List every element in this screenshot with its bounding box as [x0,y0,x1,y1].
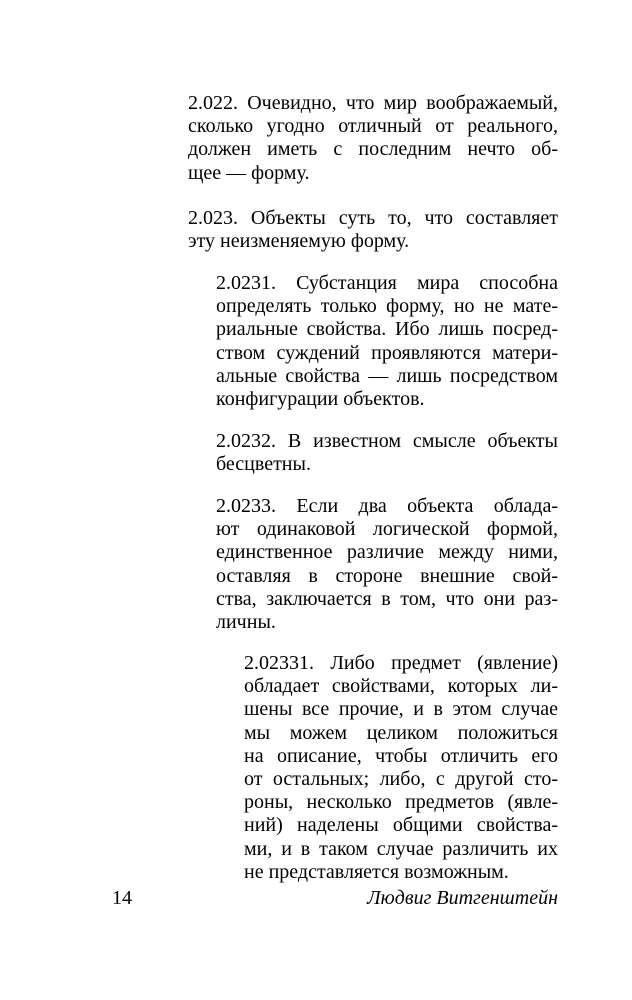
text-line: альные свойства — лишь посредством [216,364,558,387]
text-line: 2.023. Объекты суть то, что составляет [188,207,558,229]
text-line: от остальных; либо, с другой сто- [244,768,558,791]
text-line: сколько угодно отличный от реального, [188,115,558,138]
text-line: 2.02331. Либо предмет (явление) [244,652,558,674]
text-line: риальные свойства. Ибо лишь посред- [216,318,558,341]
text-line: не представляется возможным. [244,860,509,883]
text-line: ства, заключается в том, что они раз- [216,587,558,610]
text-line: 2.0231. Субстанция мира способна [216,272,558,294]
text-line: щее — форму. [188,161,310,184]
paragraph-2-0233 [216,495,558,634]
paragraph-2-022 [188,92,558,185]
text-line: 2.0232. В известном смысле объекты [216,430,558,452]
text-line: шены все прочие, и в этом случае [244,698,558,721]
text-line: оставляя в стороне внешние свой- [216,564,558,587]
text-line: ми, и в таком случае различить их [244,837,558,860]
text-line: обладает свойствами, которых ли- [244,675,558,698]
paragraph-2-0231 [216,272,558,411]
text-line: единственное различие между ними, [216,541,558,564]
text-line: бесцветны. [216,453,311,476]
paragraph-2-023 [188,207,558,253]
paragraph-2-02331 [244,652,558,884]
paragraph-2-0232 [216,430,558,476]
text-line: личны. [216,611,276,634]
text-line: мы можем целиком положиться [244,721,558,744]
text-line: конфигурации объектов. [216,388,425,411]
text-line: роны, несколько предметов (явле- [244,791,558,814]
running-footer-author: Людвиг Витгенштейн [367,887,558,909]
text-line: ют одинаковой логической формой, [216,518,558,541]
text-line: на описание, чтобы отличить его [244,744,558,767]
text-line: 2.0233. Если два объекта облада- [216,495,558,517]
text-line: ством суждений проявляются матери- [216,341,558,364]
text-line: должен иметь с последним нечто об- [188,138,558,161]
text-line: эту неизменяемую форму. [188,230,410,253]
text-line: определять только форму, но не мате- [216,295,558,318]
page-number: 14 [112,887,132,909]
text-line: 2.022. Очевидно, что мир воображаемый, [188,92,558,114]
text-line: ний) наделены общими свойства- [244,814,558,837]
